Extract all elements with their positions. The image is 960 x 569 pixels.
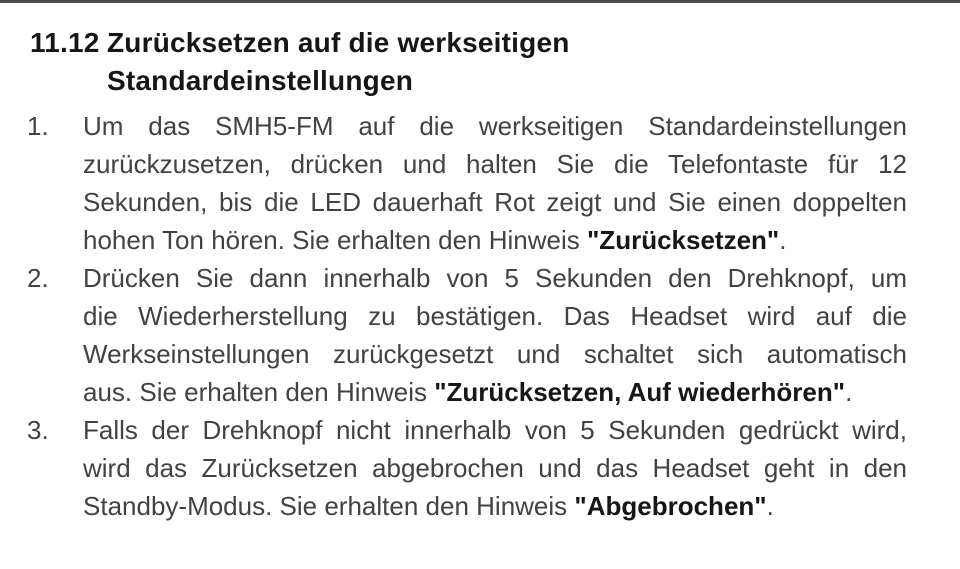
- manual-page-content: [0, 3, 960, 525]
- step-line-text: Drücken Sie dann innerhalb von 5 Sekunden den Drehknopf, um: [83, 263, 907, 293]
- voice-prompt-text: "Zurücksetzen, Auf wiederhören": [434, 377, 846, 407]
- step-line: [83, 145, 907, 183]
- section-title-line2: Standardeinstellungen: [107, 65, 414, 96]
- step-number: 1.: [27, 111, 49, 141]
- step-line-text: aus. Sie erhalten den Hinweis: [83, 377, 435, 407]
- step-line-text: .: [766, 491, 774, 521]
- step-line-text: .: [845, 377, 853, 407]
- step-line-text: Sekunden, bis die LED dauerhaft Rot zeigt und Sie einen doppelten: [83, 187, 907, 217]
- step-line: [83, 297, 907, 335]
- step-line-text: Falls der Drehknopf nicht innerhalb von 5 Sekunden gedrückt wird,: [83, 415, 907, 445]
- step-line: [83, 259, 907, 297]
- section-heading: [30, 24, 907, 100]
- section-title: [107, 24, 907, 100]
- voice-prompt-text: "Zurücksetzen": [586, 225, 780, 255]
- step-line-text: die Wiederherstellung zu bestätigen. Das Headset wird auf die: [83, 301, 907, 331]
- step-number: 3.: [27, 415, 49, 445]
- step-line: [83, 487, 907, 525]
- instruction-step: [27, 259, 907, 411]
- instruction-list: [27, 107, 907, 525]
- step-text: [83, 107, 907, 259]
- step-line-text: Standby-Modus. Sie erhalten den Hinweis: [83, 491, 575, 521]
- step-line: [83, 411, 907, 449]
- step-number: 2.: [27, 263, 49, 293]
- instruction-step: [27, 107, 907, 259]
- step-line-text: .: [779, 225, 787, 255]
- step-text: [83, 411, 907, 525]
- instruction-step: [27, 411, 907, 525]
- step-line: [83, 183, 907, 221]
- step-line: [83, 449, 907, 487]
- step-line: [83, 373, 907, 411]
- step-line-text: wird das Zurücksetzen abgebrochen und das Headset geht in den: [83, 453, 907, 483]
- section-number: 11.12: [30, 27, 100, 58]
- step-line-text: zurückzusetzen, drücken und halten Sie die Telefontaste für 12: [83, 149, 907, 179]
- step-line-text: hohen Ton hören. Sie erhalten den Hinweis: [83, 225, 587, 255]
- step-line: [83, 107, 907, 145]
- step-line: [83, 335, 907, 373]
- step-text: [83, 259, 907, 411]
- voice-prompt-text: "Abgebrochen": [574, 491, 767, 521]
- step-line: [83, 221, 907, 259]
- step-line-text: Um das SMH5-FM auf die werkseitigen Standardeinstellungen: [83, 111, 907, 141]
- section-title-line1: Zurücksetzen auf die werkseitigen: [107, 27, 570, 58]
- step-line-text: Werkseinstellungen zurückgesetzt und schaltet sich automatisch: [83, 339, 907, 369]
